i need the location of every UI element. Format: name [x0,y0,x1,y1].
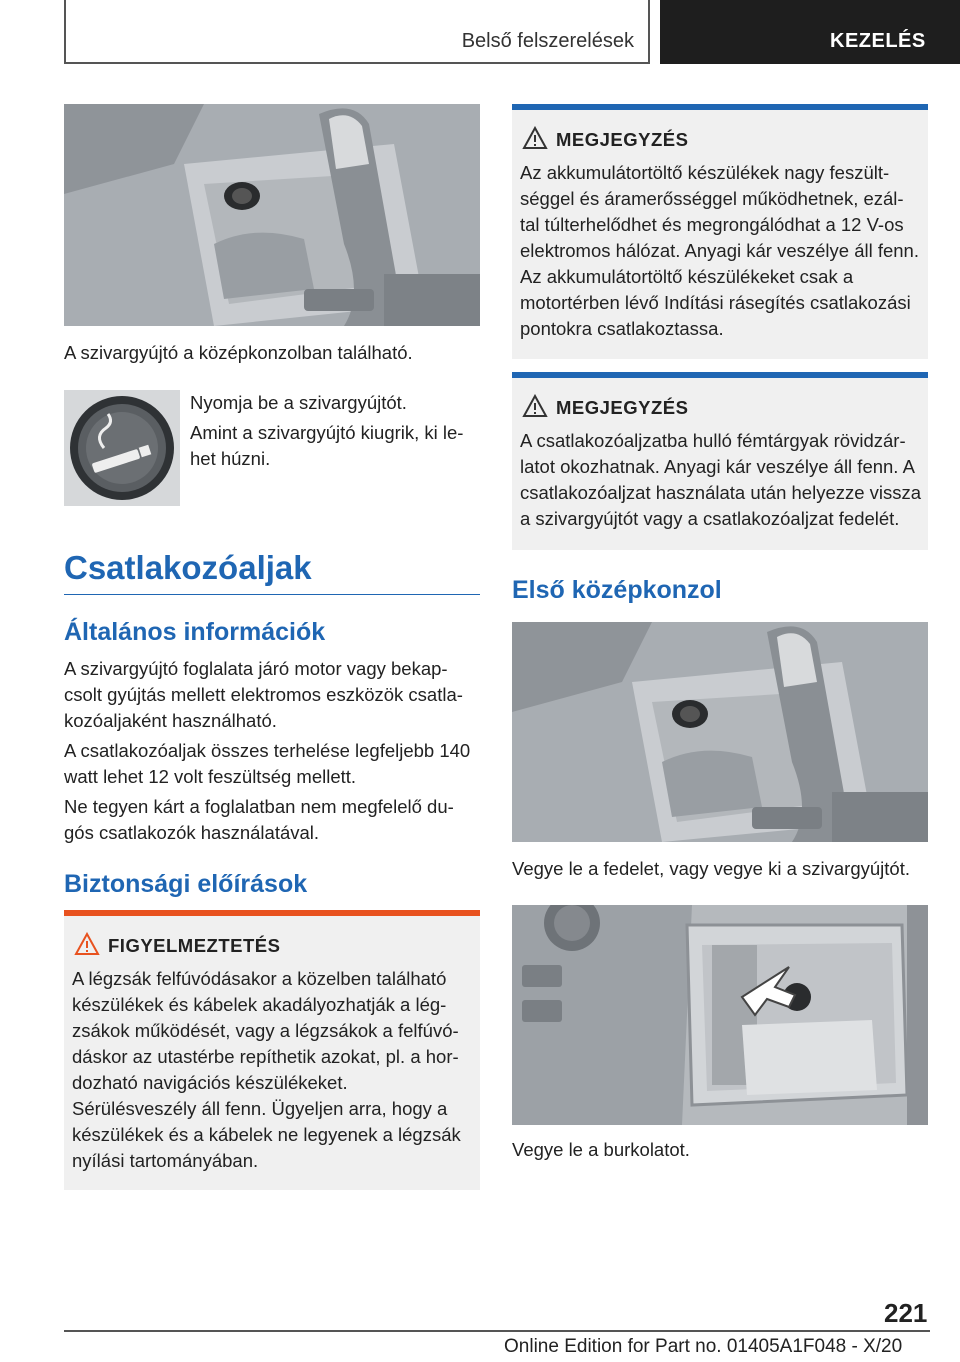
note-title: MEGJEGYZÉS [556,397,689,418]
note-bar [512,104,928,110]
footer-edition: Online Edition for Part no. 01405A1F048 - X/20 [504,1336,903,1357]
paragraph-socket-load: A csatlakozóaljak összes terhelése legfeljebb 140 watt lehet 12 volt feszültség mellett. [64,740,471,787]
subheading-front-console: Első középkonzol [512,576,722,604]
console-storage-image [512,905,928,1125]
header-chapter-title: KEZELÉS [830,30,926,52]
warning-triangle-icon [522,394,548,418]
front-console-image [512,622,928,842]
image-caption-remove-cover: Vegye le a fedelet, vagy vegye ki a szivargyújtót. [512,858,910,879]
footer-rule [64,1330,930,1332]
header-section-tab [64,0,650,64]
warning-text: A légzsák felfúvódásakor a közelben található készülékek és kábelek akadályozhatják a lég-zsákok működését, vagy a légzsákok a felfúvó-dáskor az utastérbe repíthetik azokat, pl. a hor-dozható navigációs készülékeket. Sérülésveszély áll fenn. Ügyeljen arra, hogy a készülékek és a kábelek ne legyenek a légzsák nyílási tartományában. [72,968,461,1171]
page-number: 221 [884,1298,928,1328]
center-console-image [64,104,480,326]
cigarette-lighter-image [64,390,180,506]
paragraph-socket-usage: A szivargyújtó foglalata járó motor vagy bekap-csolt gyújtás mellett elektromos eszközök csatla-kozóaljaként használható. [64,658,463,731]
header-chapter-tab [660,0,960,64]
note-text: A csatlakozóaljzatba hulló fémtárgyak rövidzár-latot okozhatnak. Anyagi kár veszélye áll fenn. A csatlakozóaljzat használata után helyezze vissza a szivargyújtót vagy a csatlakozóaljzat fedelét. [520,430,922,529]
image-caption-lighter-location: A szivargyújtó a középkonzolban található. [64,342,413,363]
warning-bar [64,910,480,916]
warning-title: FIGYELMEZTETÉS [108,935,281,956]
step-press-lighter: Nyomja be a szivargyújtót. [190,392,407,413]
heading-rule [64,594,480,595]
note-bar [512,372,928,378]
paragraph-socket-damage: Ne tegyen kárt a foglalatban nem megfelelő du-gós csatlakozók használatával. [64,796,454,843]
warning-triangle-icon [522,126,548,150]
section-heading: Csatlakozóaljak [64,549,312,586]
warning-triangle-icon [74,932,100,956]
note-box-metal-objects [512,372,928,550]
note-box-charger [512,104,928,359]
subheading-general-info: Általános információk [64,618,326,646]
warning-box [64,910,480,1190]
image-caption-remove-panel: Vegye le a burkolatot. [512,1139,690,1160]
note-title: MEGJEGYZÉS [556,129,689,150]
header-section-title: Belső felszerelések [461,30,634,52]
step-lighter-pops-out: Amint a szivargyújtó kiugrik, ki le-het húzni. [190,422,464,469]
subheading-safety: Biztonsági előírások [64,870,308,898]
note-text: Az akkumulátortöltő készülékek nagy feszült-séggel és áramerősséggel működhetnek, ezál-tal túlterhelődhet és megrongálódhat a 12 V-os elektromos hálózat. Anyagi kár veszélye áll fenn. Az akkumulátortöltő készülékeket csak a motortérben lévő Indítási rásegítés csatlakozási pontokra csatlakoztassa. [520,162,919,339]
